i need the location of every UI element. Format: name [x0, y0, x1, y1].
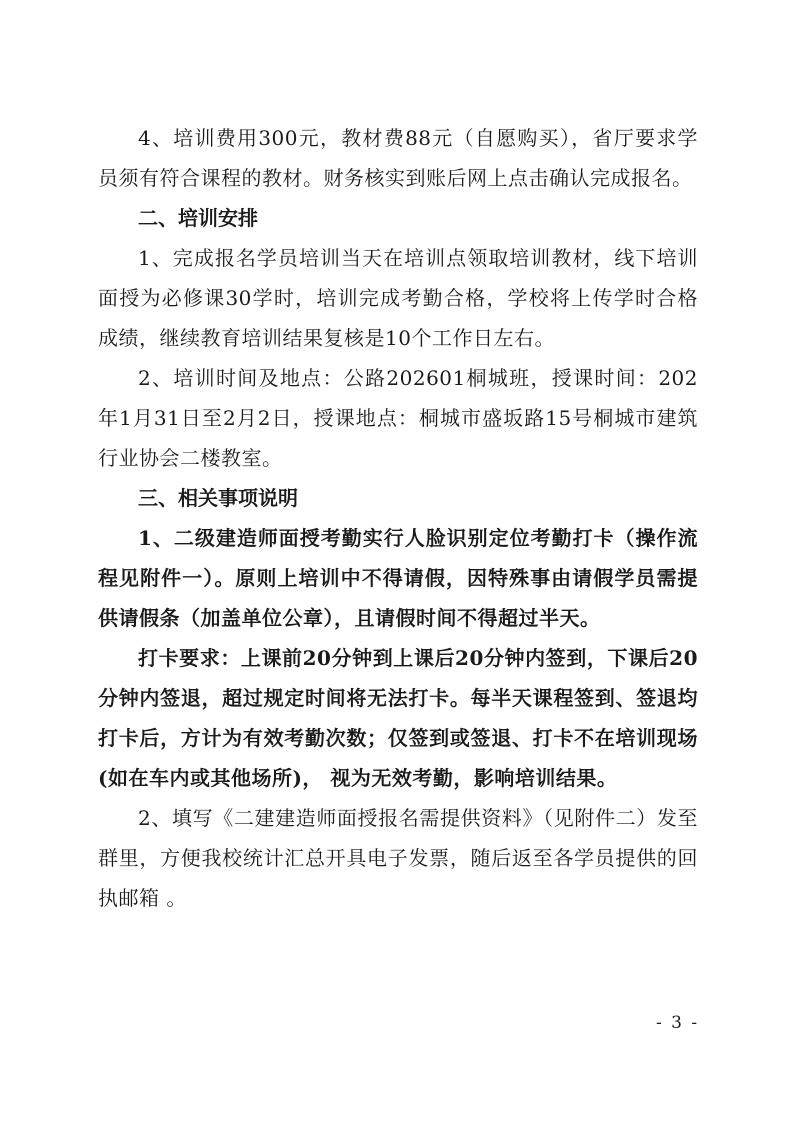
page-number: - 3 -: [656, 1013, 700, 1033]
registration-materials-paragraph: 2、填写《二建建造师面授报名需提供资料》（见附件二）发至群里，方便我校统计汇总开具电子发票，随后返至各学员提供的回执邮箱 。: [98, 806, 698, 910]
training-time-location-paragraph: 2、培训时间及地点：公路202601桐城班，授课时间：202年1月31日至2月2日，授课地点：桐城市盛坂路15号桐城市建筑行业协会二楼教室。: [98, 366, 698, 470]
section-heading-related-matters: 三、相关事项说明: [138, 486, 298, 510]
section-heading-training-arrangement: 二、培训安排: [138, 206, 258, 230]
fee-paragraph: 4、培训费用300元，教材费88元（自愿购买），省厅要求学员须有符合课程的教材。财务核实到账后网上点击确认完成报名。: [98, 126, 698, 190]
check-in-requirements-paragraph: 打卡要求：上课前20分钟到上课后20分钟内签到，下课后20分钟内签退，超过规定时间将无法打卡。每半天课程签到、签退均打卡后，方计为有效考勤次数；仅签到或签退、打卡不在培训现场(如在车内或其他场所)， 视为无效考勤，影响培训结果。: [98, 646, 698, 790]
training-materials-paragraph: 1、完成报名学员培训当天在培训点领取培训教材，线下培训面授为必修课30学时，培训完成考勤合格，学校将上传学时合格成绩，继续教育培训结果复核是10个工作日左右。: [98, 246, 698, 350]
document-body: [98, 118, 698, 918]
attendance-rules-paragraph: 1、二级建造师面授考勤实行人脸识别定位考勤打卡（操作流程见附件一）。原则上培训中不得请假，因特殊事由请假学员需提供请假条（加盖单位公章），且请假时间不得超过半天。: [98, 526, 698, 630]
